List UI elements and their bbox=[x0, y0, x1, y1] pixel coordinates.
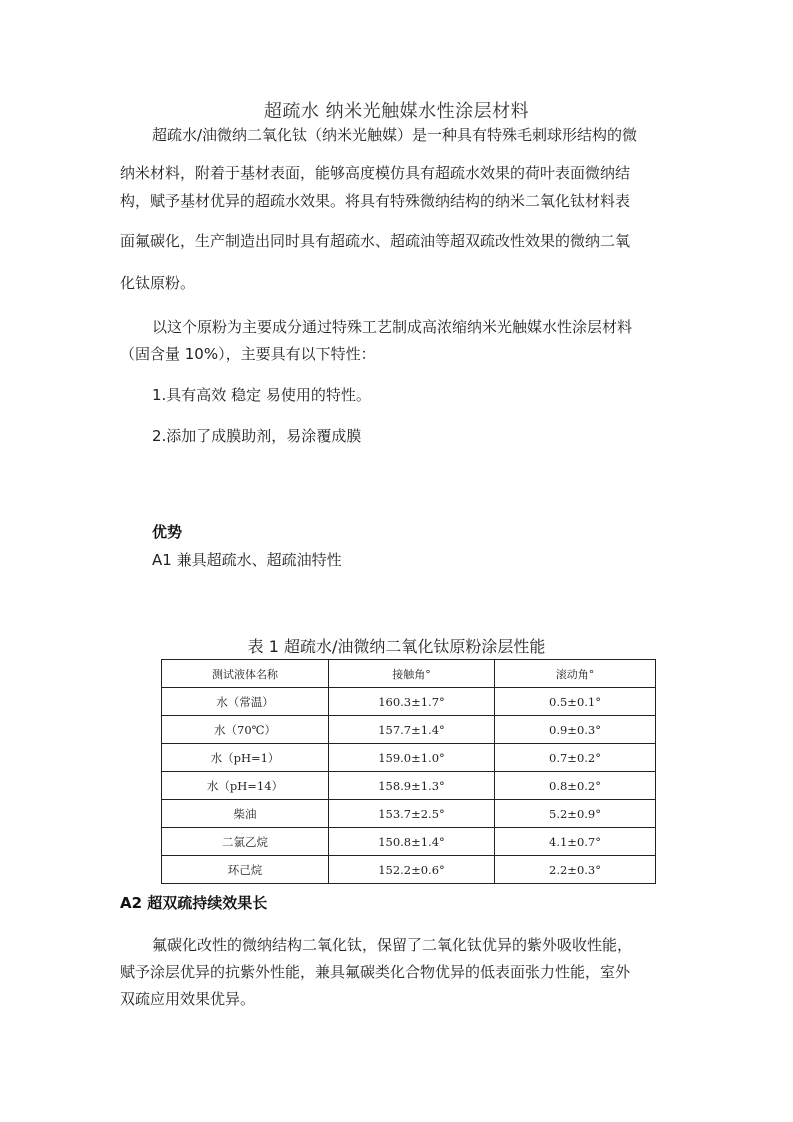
cell-sliding-angle: 0.8±0.2° bbox=[495, 772, 656, 800]
cell-contact-angle: 152.2±0.6° bbox=[329, 856, 495, 884]
cell-contact-angle: 160.3±1.7° bbox=[329, 688, 495, 716]
cell-sliding-angle: 0.9±0.3° bbox=[495, 716, 656, 744]
table-caption: 表 1 超疏水/油微纳二氧化钛原粉涂层性能 bbox=[247, 637, 546, 656]
feature-item-2: 2.添加了成膜助剂，易涂覆成膜 bbox=[152, 427, 362, 445]
cell-sliding-angle: 0.5±0.1° bbox=[495, 688, 656, 716]
intro-line-3: 构，赋予基材优异的超疏水效果。将具有特殊微纳结构的纳米二氧化钛材料表 bbox=[120, 192, 631, 210]
table-header-row bbox=[162, 660, 656, 688]
cell-liquid: 二氯乙烷 bbox=[162, 828, 329, 856]
header-liquid-name: 测试液体名称 bbox=[162, 660, 329, 688]
cell-liquid: 水（pH=14） bbox=[162, 772, 329, 800]
cell-liquid: 水（pH=1） bbox=[162, 744, 329, 772]
cell-liquid: 柴油 bbox=[162, 800, 329, 828]
para2-line-2: （固含量 10%），主要具有以下特性： bbox=[120, 345, 376, 363]
cell-contact-angle: 159.0±1.0° bbox=[329, 744, 495, 772]
table-row bbox=[162, 772, 656, 800]
document-title: 超疏水 纳米光触媒水性涂层材料 bbox=[263, 101, 530, 122]
intro-line-2: 纳米材料，附着于基材表面，能够高度模仿具有超疏水效果的荷叶表面微纳结 bbox=[120, 164, 631, 182]
intro-line-4: 面氟碳化，生产制造出同时具有超疏水、超疏油等超双疏改性效果的微纳二氧 bbox=[120, 232, 631, 250]
cell-contact-angle: 150.8±1.4° bbox=[329, 828, 495, 856]
a2-heading: A2 超双疏持续效果长 bbox=[120, 894, 268, 912]
advantage-heading: 优势 bbox=[152, 523, 183, 541]
intro-line-5: 化钛原粉。 bbox=[120, 274, 196, 292]
cell-contact-angle: 153.7±2.5° bbox=[329, 800, 495, 828]
table-row bbox=[162, 856, 656, 884]
table-row bbox=[162, 744, 656, 772]
cell-sliding-angle: 5.2±0.9° bbox=[495, 800, 656, 828]
cell-sliding-angle: 2.2±0.3° bbox=[495, 856, 656, 884]
cell-sliding-angle: 0.7±0.2° bbox=[495, 744, 656, 772]
a2-line-2: 赋予涂层优异的抗紫外性能，兼具氟碳类化合物优异的低表面张力性能，室外 bbox=[120, 963, 631, 981]
header-contact-angle: 接触角° bbox=[329, 660, 495, 688]
a2-line-3: 双疏应用效果优异。 bbox=[120, 990, 256, 1008]
cell-liquid: 水（常温） bbox=[162, 688, 329, 716]
cell-liquid: 环己烷 bbox=[162, 856, 329, 884]
cell-contact-angle: 157.7±1.4° bbox=[329, 716, 495, 744]
table-row bbox=[162, 800, 656, 828]
advantage-a1: A1 兼具超疏水、超疏油特性 bbox=[152, 551, 342, 569]
intro-line-1: 超疏水/油微纳二氧化钛（纳米光触媒）是一种具有特殊毛刺球形结构的微 bbox=[152, 126, 638, 144]
cell-sliding-angle: 4.1±0.7° bbox=[495, 828, 656, 856]
table-row bbox=[162, 716, 656, 744]
performance-table bbox=[161, 659, 656, 884]
cell-contact-angle: 158.9±1.3° bbox=[329, 772, 495, 800]
table-row bbox=[162, 828, 656, 856]
a2-line-1: 氟碳化改性的微纳结构二氧化钛，保留了二氧化钛优异的紫外吸收性能， bbox=[152, 936, 633, 954]
feature-item-1: 1.具有高效 稳定 易使用的特性。 bbox=[152, 386, 371, 404]
para2-line-1: 以这个原粉为主要成分通过特殊工艺制成高浓缩纳米光触媒水性涂层材料 bbox=[152, 318, 633, 336]
cell-liquid: 水（70℃） bbox=[162, 716, 329, 744]
header-sliding-angle: 滚动角° bbox=[495, 660, 656, 688]
table-row bbox=[162, 688, 656, 716]
